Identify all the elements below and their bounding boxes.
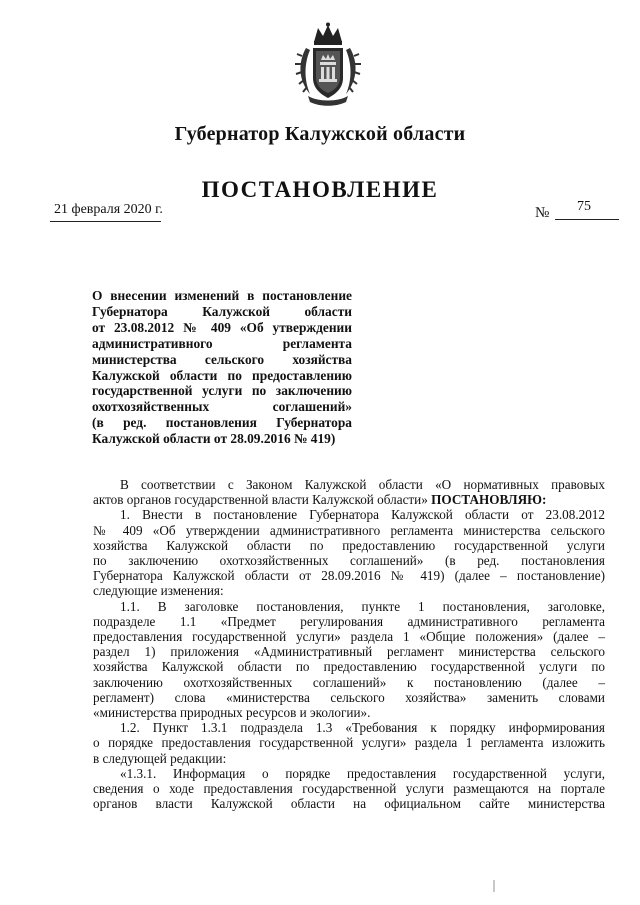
body-line: № 409 «Об утверждении административного регламента министерства сельского bbox=[93, 522, 605, 538]
date-underline bbox=[50, 221, 161, 222]
body-line: «министерства природных ресурсов и экологии». bbox=[93, 705, 371, 721]
resolution-keyword: ПОСТАНОВЛЯЮ: bbox=[431, 492, 547, 508]
body-line: Губернатора Калужской области от 28.09.2016 № 419) (далее – постановление) bbox=[93, 568, 605, 584]
subject-line: министерства сельского хозяйства bbox=[92, 351, 352, 367]
body-line: следующие изменения: bbox=[93, 583, 224, 599]
body-text-run: актов органов государственной власти Калужской области» bbox=[93, 492, 428, 508]
body-line: предоставления государственной услуги» раздела 1 «Общие положения» (далее – bbox=[93, 629, 605, 645]
body-line: 1.1. В заголовке постановления, пункте 1 постановления, заголовке, bbox=[120, 598, 605, 614]
body-line: по заключению охотхозяйственных соглашений» (в ред. постановления bbox=[93, 553, 605, 569]
subject-line: Губернатора Калужской области bbox=[92, 303, 352, 319]
document-subject bbox=[92, 288, 352, 447]
subject-line: от 23.08.2012 № 409 «Об утверждении bbox=[92, 319, 352, 335]
body-line: регламент) слова «министерства сельского хозяйства» заменить словами bbox=[93, 689, 605, 705]
subject-line: государственной услуги по заключению bbox=[92, 383, 352, 399]
body-line: хозяйства Калужской области по предоставлению государственной услуги bbox=[93, 537, 605, 553]
subject-line: охотхозяйственных соглашений» bbox=[92, 399, 352, 415]
body-line: раздел 1) приложения «Административный регламент министерства сельского bbox=[93, 644, 605, 660]
scan-artifact bbox=[493, 880, 495, 892]
body-line: заключению охотхозяйственных соглашений» к постановлению (далее – bbox=[93, 674, 605, 690]
number-sign: № bbox=[535, 205, 550, 221]
body-line: хозяйства Калужской области по предоставлению государственной услуги по bbox=[93, 659, 605, 675]
document-body bbox=[93, 477, 605, 811]
body-line: В соответствии с Законом Калужской области «О нормативных правовых bbox=[120, 477, 605, 492]
document-type-title: ПОСТАНОВЛЕНИЕ bbox=[201, 177, 439, 202]
body-line: «1.3.1. Информация о порядке предоставления государственной услуги, bbox=[120, 765, 605, 781]
document-date: 21 февраля 2020 г. bbox=[54, 202, 163, 217]
body-line: в следующей редакции: bbox=[93, 750, 227, 766]
body-line: 1. Внести в постановление Губернатора Калужской области от 23.08.2012 bbox=[120, 507, 605, 523]
subject-line: (в ред. постановления Губернатора bbox=[92, 415, 352, 431]
subject-line: административного регламента bbox=[92, 335, 352, 351]
body-line: о порядке предоставления государственной услуги» раздела 1 регламента изложить bbox=[93, 735, 605, 751]
body-line: подразделе 1.1 «Предмет регулирования административного регламента bbox=[93, 613, 605, 629]
body-line: 1.2. Пункт 1.3.1 подраздела 1.3 «Требования к порядку информирования bbox=[120, 720, 605, 736]
subject-line: Калужской области от 28.09.2016 № 419) bbox=[92, 431, 336, 447]
coat-of-arms-emblem bbox=[292, 22, 364, 108]
document-number: 75 bbox=[577, 199, 591, 214]
number-underline bbox=[555, 219, 619, 220]
subject-line: Калужской области по предоставлению bbox=[92, 367, 352, 383]
body-line: сведения о ходе предоставления государственной услуги размещаются на портале bbox=[93, 781, 605, 797]
subject-line: О внесении изменений в постановление bbox=[92, 288, 352, 303]
issuing-authority: Губернатор Калужской области bbox=[174, 123, 466, 145]
body-line bbox=[93, 492, 605, 507]
body-line: органов власти Калужской области на официальном сайте министерства bbox=[93, 796, 605, 812]
